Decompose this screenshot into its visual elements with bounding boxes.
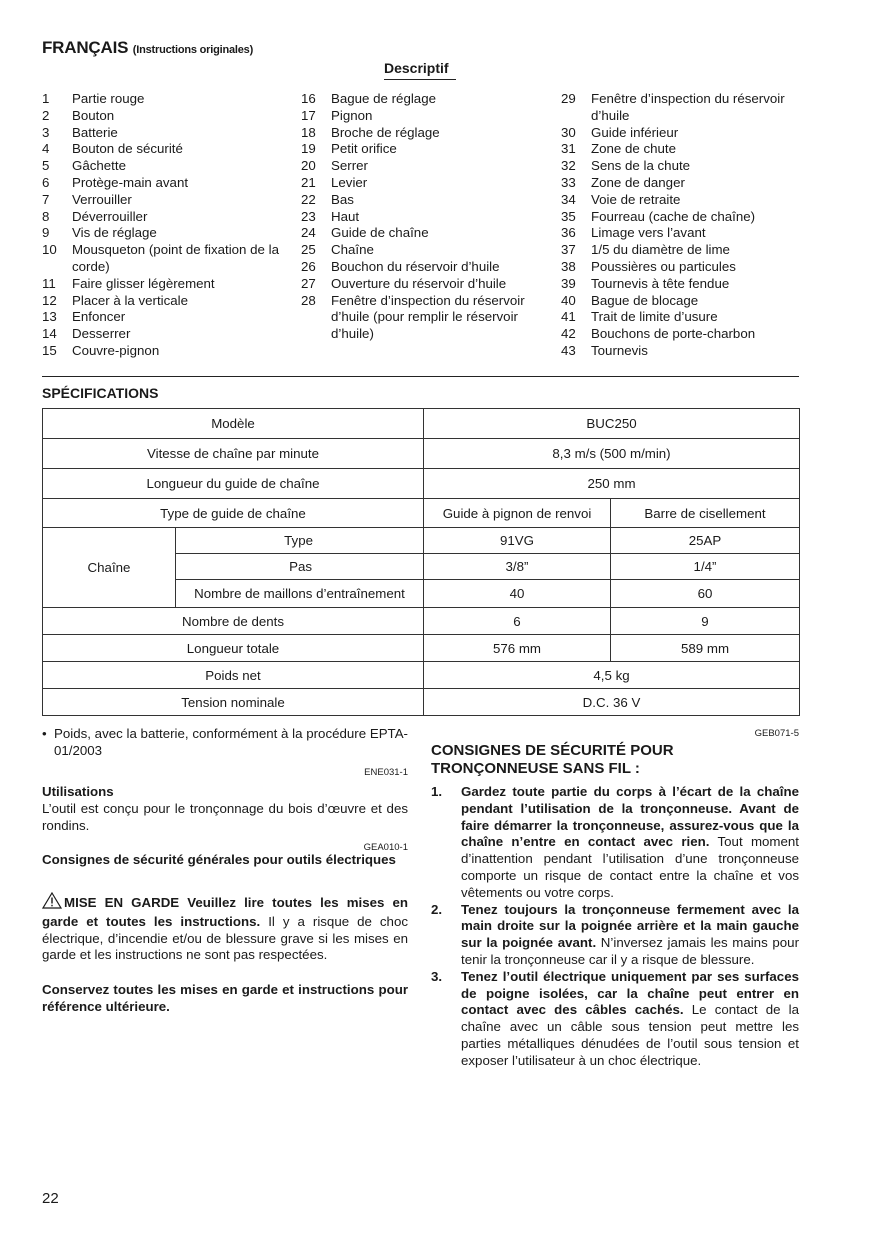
table-cell: 6 [424,608,611,635]
item-text: Enfoncer [72,309,126,325]
descriptif-item [42,309,282,326]
item-text: Faire glisser légèrement [72,275,215,291]
descriptif-item [301,242,541,259]
table-cell: D.C. 36 V [424,689,800,716]
descriptif-item [561,141,801,158]
item-text: Vis de réglage [72,225,157,241]
list-item-number: 3. [431,968,443,984]
list-item [431,902,799,969]
table-row [43,409,800,439]
table-row [43,608,800,635]
language-subtitle: (Instructions originales) [132,44,254,56]
warning-bold-text: MISE EN GARDE Veuillez lire toutes les mises en garde et toutes les instructions. [42,895,408,929]
table-cell: Poids net [43,662,424,689]
list-item [431,784,799,902]
table-row [43,499,800,528]
item-text: Protège-main avant [72,174,189,190]
descriptif-item [301,192,541,209]
keep-instructions-text: Conservez toutes les mises en garde et instructions pour référence ultérieure. [42,982,408,1014]
item-number: 10 [42,242,57,258]
table-cell: Vitesse de chaîne par minute [43,439,424,469]
item-number: 29 [561,91,576,106]
descriptif-item [561,209,801,226]
descriptif-column-1 [42,91,282,360]
descriptif-item [561,158,801,175]
item-text: Sens de la chute [591,158,691,174]
language-label: FRANÇAIS [42,38,129,57]
descriptif-item [561,175,801,192]
table-cell: Nombre de maillons d’entraînement [176,580,424,608]
item-number: 11 [42,275,56,291]
item-text: Tournevis [591,342,648,358]
item-number: 21 [301,174,316,190]
descriptif-item [301,259,541,276]
list-item-bold: Gardez toute partie du corps à l’écart de la chaîne pendant l’utilisation de la tronçonneuse. Avant de faire démarrer la tronçonneuse, assurez-vous que la chaîne n’entre en contact avec rien. [461,784,799,850]
table-cell: Barre de cisellement [611,499,800,528]
descriptif-item [561,242,801,259]
item-text: Déverrouiller [72,208,148,224]
table-cell: 589 mm [611,635,800,662]
descriptif-item [561,125,801,142]
item-text: Guide inférieur [591,124,679,140]
item-number: 12 [42,292,57,308]
item-number: 34 [561,191,576,207]
descriptif-item [42,209,282,226]
table-cell: Nombre de dents [43,608,424,635]
item-number: 15 [42,342,57,358]
item-number: 40 [561,292,576,308]
table-cell: Longueur du guide de chaîne [43,469,424,499]
item-number: 4 [42,141,50,157]
list-item-number: 2. [431,901,443,917]
item-text: 1/5 du diamètre de lime [591,242,730,258]
item-number: 42 [561,326,576,342]
descriptif-column-2 [301,91,541,343]
descriptif-item [42,293,282,310]
list-item-text: N’inversez jamais les mains pour tenir la tronçonneuse car il y a risque de blessure. [461,935,799,967]
descriptif-item [42,175,282,192]
descriptif-item [42,158,282,175]
descriptif-item [42,276,282,293]
list-item-number: 1. [431,784,443,799]
item-number: 9 [42,225,50,241]
list-item-text: Tout moment d’inattention pendant l’utilisation d’une tronçonneuse comporte un risque de contact entre la chaîne et vos vêtements ou votre corps. [461,834,799,900]
descriptif-item [561,276,801,293]
table-cell: 8,3 m/s (500 m/min) [424,439,800,469]
item-text: Guide de chaîne [331,225,429,241]
descriptif-underline [384,79,456,80]
item-text: Poussières ou particules [591,258,736,274]
item-text: Mousqueton (point de fixation de la corde) [72,242,279,274]
descriptif-item [561,309,801,326]
item-number: 17 [301,107,316,123]
item-number: 32 [561,158,576,174]
item-text: Chaîne [331,242,374,258]
table-cell: 60 [611,580,800,608]
item-text: Bague de réglage [331,91,436,106]
item-text: Bouton de sécurité [72,141,183,157]
item-number: 27 [301,275,316,291]
bullet: • [42,726,47,741]
item-number: 13 [42,309,57,325]
item-text: Verrouiller [72,191,132,207]
item-number: 8 [42,208,50,224]
item-number: 28 [301,292,316,308]
item-number: 20 [301,158,316,174]
descriptif-item [42,192,282,209]
descriptif-item [301,293,541,343]
item-number: 24 [301,225,316,241]
item-text: Tournevis à tête fendue [591,275,730,291]
descriptif-item [561,343,801,360]
reference-code: ENE031-1 [364,767,408,778]
table-cell: Type [176,528,424,554]
list-item-bold: Tenez toujours la tronçonneuse fermement avec la main droite sur la poignée arrière et la main gauche sur la poignée avant. [461,901,799,951]
list-item-bold: Tenez l’outil électrique uniquement par ses surfaces de poigne isolées, car la chaîne peut entrer en contact avec des câbles cachés. [461,968,799,1018]
descriptif-item [301,175,541,192]
descriptif-title: Descriptif [384,60,449,76]
descriptif-item [301,158,541,175]
item-number: 35 [561,208,576,224]
descriptif-item [301,209,541,226]
table-row [43,528,800,554]
descriptif-item [301,225,541,242]
table-cell: Tension nominale [43,689,424,716]
descriptif-item [301,141,541,158]
warning-paragraph [42,892,408,964]
item-text: Broche de réglage [331,124,440,140]
chainsaw-safety-list [431,784,799,1070]
item-text: Petit orifice [331,141,397,157]
table-cell: 3/8” [424,554,611,580]
warning-text: Il y a risque de choc électrique, d’incendie et/ou de blessure grave si les mises en garde et les instructions ne sont pas respectées. [42,913,408,963]
descriptif-item [301,125,541,142]
item-text: Partie rouge [72,91,145,106]
item-number: 23 [301,208,316,224]
item-text: Ouverture du réservoir d’huile [331,275,507,291]
descriptif-item [301,276,541,293]
descriptif-item [561,293,801,310]
item-text: Serrer [331,158,368,174]
item-text: Limage vers l’avant [591,225,706,241]
table-row [43,662,800,689]
item-number: 16 [301,91,316,106]
item-text: Fourreau (cache de chaîne) [591,208,756,224]
item-text: Levier [331,174,368,190]
weight-note [42,726,408,759]
descriptif-item [561,259,801,276]
descriptif-item [42,242,282,276]
item-number: 33 [561,174,576,190]
table-cell: 250 mm [424,469,800,499]
item-text: Bouton [72,107,115,123]
table-row [43,439,800,469]
item-number: 43 [561,342,576,358]
item-text: Bouchons de porte-charbon [591,326,756,342]
table-cell: Modèle [43,409,424,439]
item-text: Fenêtre d’inspection du réservoir d’huile [591,91,785,123]
item-text: Zone de danger [591,174,685,190]
item-text: Bas [331,191,354,207]
descriptif-item [561,326,801,343]
list-item-text: Le contact de la chaîne avec un câble sous tension peut mettre les parties métalliques dénudées de l’outil sous tension et exposer l’utilisateur à un choc électrique. [461,1002,800,1068]
table-cell: 4,5 kg [424,662,800,689]
item-text: Desserrer [72,326,131,342]
item-number: 22 [301,191,316,207]
reference-code: GEA010-1 [363,842,408,853]
descriptif-item [561,192,801,209]
item-number: 14 [42,326,57,342]
item-number: 37 [561,242,576,258]
utilisations-text: L’outil est conçu pour le tronçonnage du bois d’œuvre et des rondins. [42,801,408,833]
item-number: 6 [42,174,50,190]
specs-title: SPÉCIFICATIONS [42,385,159,401]
table-row [43,689,800,716]
item-number: 1 [42,91,50,106]
table-row [43,635,800,662]
item-text: Pignon [331,107,373,123]
item-number: 7 [42,191,50,207]
item-text: Bague de blocage [591,292,699,308]
item-text: Fenêtre d’inspection du réservoir d’huile (pour remplir le réservoir d’huile) [331,292,525,342]
list-item-body [461,902,799,969]
item-text: Trait de limite d’usure [591,309,718,325]
item-number: 2 [42,107,50,123]
item-text: Voie de retraite [591,191,681,207]
descriptif-item [42,141,282,158]
descriptif-item [301,91,541,108]
item-text: Batterie [72,124,118,140]
item-number: 38 [561,258,576,274]
table-cell: 25AP [611,528,800,554]
list-item-body [461,784,799,902]
chainsaw-safety-title: CONSIGNES DE SÉCURITÉ POUR TRONÇONNEUSE SANS FIL : [431,742,674,777]
warning-triangle-icon [42,892,62,914]
item-text: Couvre-pignon [72,342,160,358]
table-cell: 40 [424,580,611,608]
descriptif-item [42,225,282,242]
descriptif-column-3 [561,91,801,360]
item-number: 31 [561,141,576,157]
table-row [43,469,800,499]
table-cell: Type de guide de chaîne [43,499,424,528]
utilisations-title: Utilisations [42,784,114,799]
table-cell: Chaîne [43,528,176,608]
specifications-table [42,408,800,716]
item-text: Haut [331,208,360,224]
table-cell: Longueur totale [43,635,424,662]
table-cell: Guide à pignon de renvoi [424,499,611,528]
descriptif-item [42,343,282,360]
item-text: Placer à la verticale [72,292,189,308]
descriptif-item [301,108,541,125]
item-number: 36 [561,225,576,241]
table-cell: 576 mm [424,635,611,662]
general-safety-title: Consignes de sécurité générales pour outils électriques [42,852,396,867]
list-item-body [461,969,799,1070]
reference-code: GEB071-5 [754,728,799,739]
table-cell: 9 [611,608,800,635]
item-number: 18 [301,124,316,140]
item-number: 39 [561,275,576,291]
descriptif-item [561,91,801,125]
item-number: 25 [301,242,316,258]
item-number: 41 [561,309,576,325]
table-cell: 1/4” [611,554,800,580]
descriptif-item [42,125,282,142]
page-number: 22 [42,1190,59,1207]
descriptif-item [42,108,282,125]
descriptif-item [42,326,282,343]
descriptif-item [42,91,282,108]
specs-divider [42,376,799,377]
item-text: Gâchette [72,158,126,174]
item-number: 30 [561,124,576,140]
item-number: 26 [301,258,316,274]
item-number: 5 [42,158,50,174]
table-cell: BUC250 [424,409,800,439]
list-item [431,969,799,1070]
table-cell: 91VG [424,528,611,554]
document-language-heading [42,38,253,58]
item-number: 3 [42,124,50,140]
item-text: Bouchon du réservoir d’huile [331,258,500,274]
item-number: 19 [301,141,316,157]
weight-note-text: Poids, avec la batterie, conformément à la procédure EPTA-01/2003 [54,726,408,758]
item-text: Zone de chute [591,141,677,157]
table-cell: Pas [176,554,424,580]
descriptif-item [561,225,801,242]
